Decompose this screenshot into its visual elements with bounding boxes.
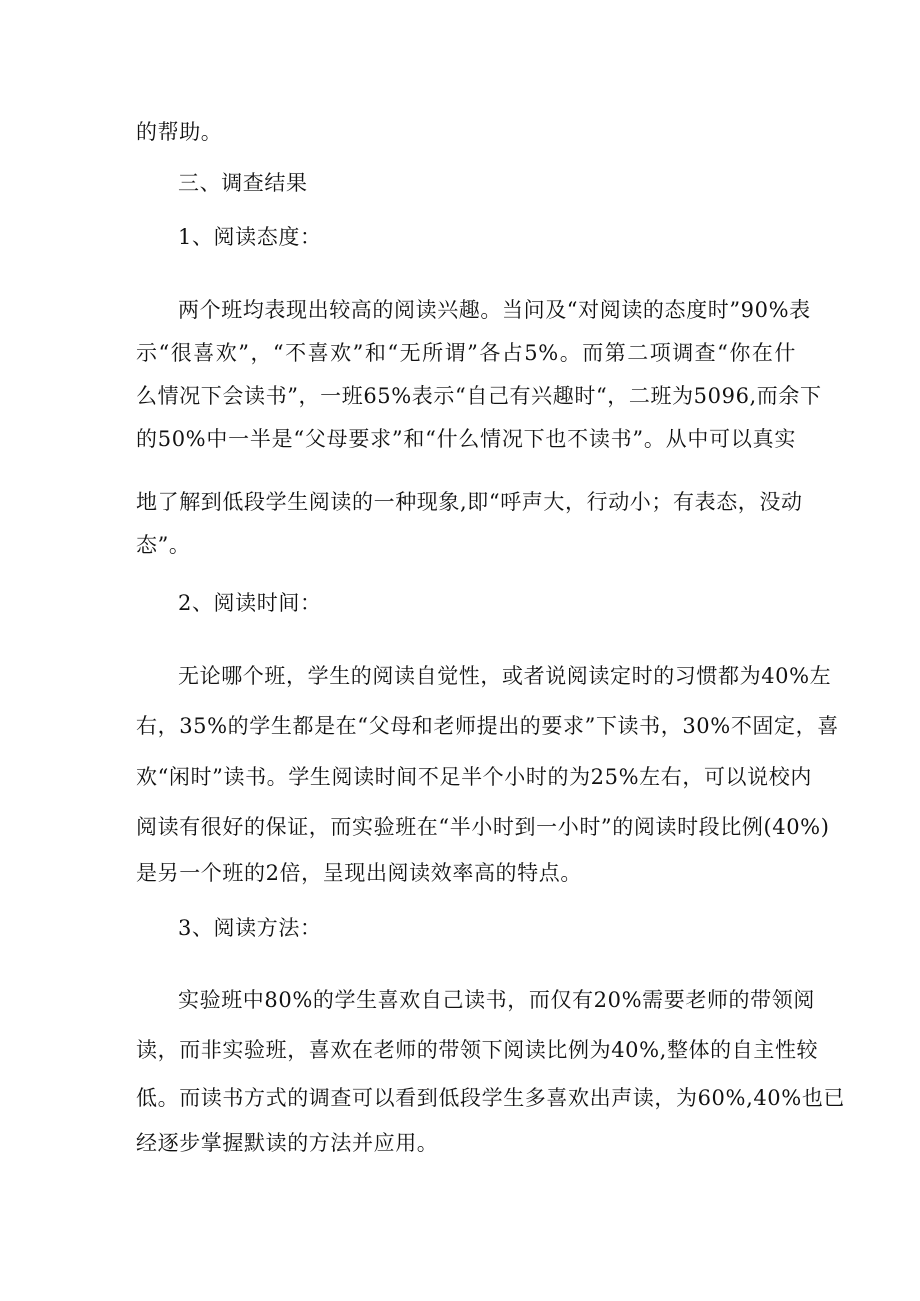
paragraph-line: 右，35%的学生都是在“父母和老师提出的要求”下读书，30%不固定，喜: [136, 714, 839, 738]
paragraph-line: 两个班均表现出较高的阅读兴趣。当问及“对阅读的态度时”90%表: [178, 298, 811, 322]
paragraph-line: 的50%中一半是“父母要求”和“什么情况下也不读书”。从中可以真实: [136, 427, 796, 451]
subsection-heading-time: 2、阅读时间：: [178, 591, 322, 615]
subsection-heading-attitude: 1、阅读态度：: [178, 225, 322, 249]
paragraph-line: 低。而读书方式的调查可以看到低段学生多喜欢出声读，为60%,40%也已: [136, 1086, 846, 1110]
paragraph-line: 无论哪个班，学生的阅读自觉性，或者说阅读定时的习惯都为40%左: [178, 664, 832, 688]
paragraph-line: 示“很喜欢”，“不喜欢”和“无所谓”各占5%。而第二项调查“你在什: [136, 341, 796, 365]
paragraph-line: 地了解到低段学生阅读的一种现象,即“呼声大，行动小；有表态，没动: [136, 490, 803, 514]
paragraph-line: 实验班中80%的学生喜欢自己读书，而仅有20%需要老师的带领阅: [178, 988, 815, 1012]
intro-tail-text: 的帮助。: [136, 120, 223, 144]
paragraph-line: 阅读有很好的保证，而实验班在“半小时到一小时”的阅读时段比例(40%): [136, 815, 830, 839]
paragraph-line: 经逐步掌握默读的方法并应用。: [136, 1131, 439, 1155]
paragraph-line: 读，而非实验班，喜欢在老师的带领下阅读比例为40%,整体的自主性较: [136, 1038, 819, 1062]
paragraph-line: 是另一个班的2倍，呈现出阅读效率高的特点。: [136, 861, 582, 885]
subsection-heading-method: 3、阅读方法：: [178, 916, 322, 940]
paragraph-line: 欢“闲时”读书。学生阅读时间不足半个小时的为25%左右，可以说校内: [136, 765, 812, 789]
section-heading: 三、调查结果: [178, 171, 308, 195]
paragraph-line: 态”。: [136, 533, 191, 557]
paragraph-line: 么情况下会读书”，一班65%表示“自己有兴趣时“，二班为5096,而余下: [136, 384, 822, 408]
